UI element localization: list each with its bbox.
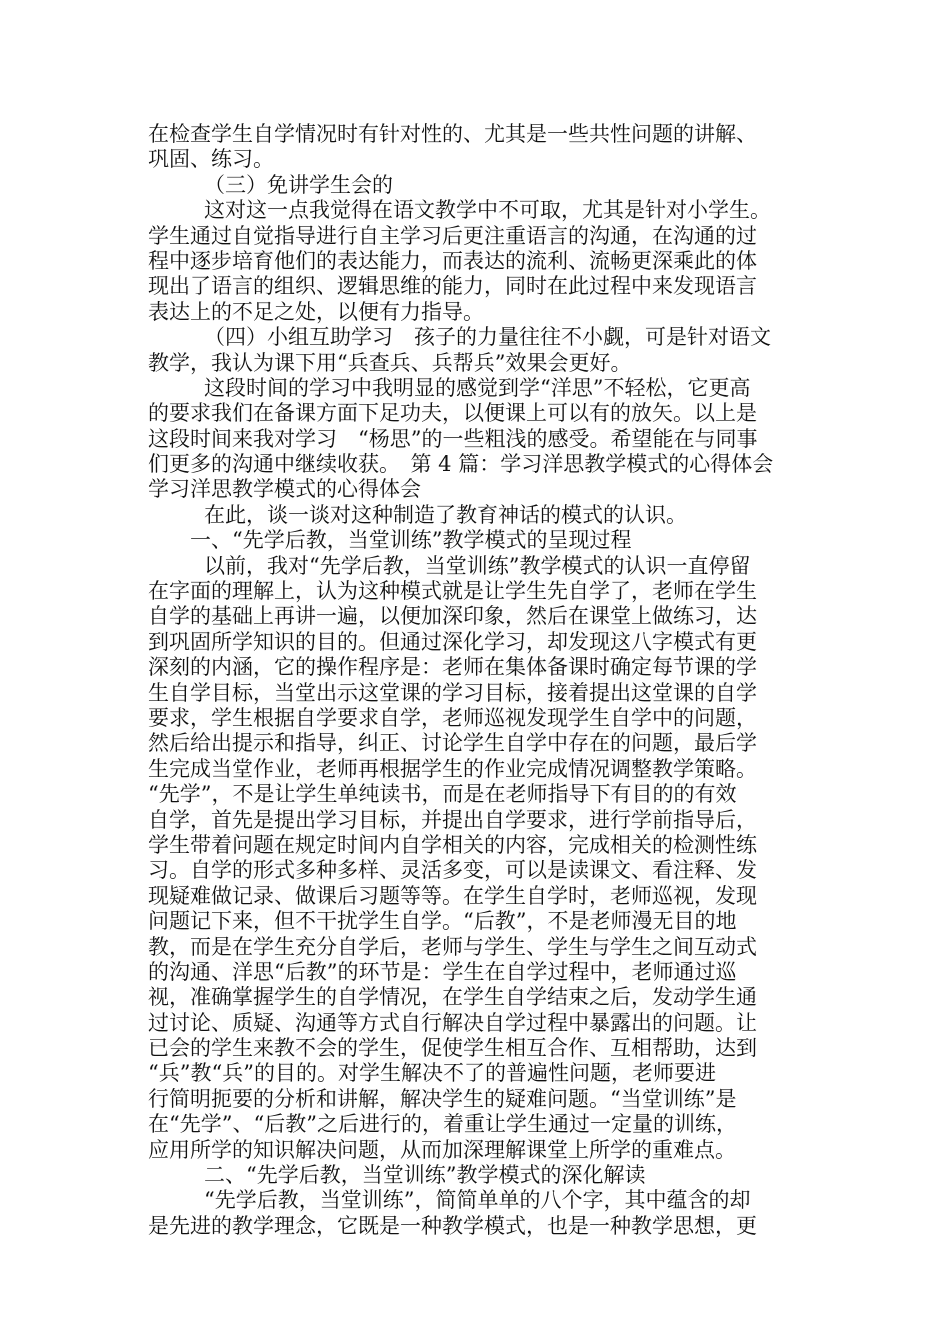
text-line: 二、“先学后教，当堂训练”教学模式的深化解读 [204,1163,646,1188]
text-line: （四）小组互助学习 孩子的力量往往不小觑，可是针对语文 [204,325,771,350]
text-line: 已会的学生来教不会的学生，促使学生相互合作、互相帮助，达到 [148,1036,757,1061]
text-line: 在“先学”、“后教”之后进行的，着重让学生通过一定量的训练， [148,1112,737,1137]
text-line: 到巩固所学知识的目的。但通过深化学习，却发现这八字模式有更 [148,629,757,654]
text-line: 这段时间来我对学习 “杨思”的一些粗浅的感受。希望能在与同事 [148,426,758,451]
text-line: 在字面的理解上，认为这种模式就是让学生先自学了，老师在学生 [148,579,757,604]
text-line: “先学”，不是让学生单纯读书，而是在老师指导下有目的的有效 [148,782,737,807]
text-line: 问题记下来，但不干扰学生自学。“后教”，不是老师漫无目的地 [148,909,737,934]
text-line: 的沟通、洋思“后教”的环节是：学生在自学过程中，老师通过巡 [148,959,737,984]
text-line: 以前，我对“先学后教，当堂训练”教学模式的认识一直停留 [204,553,751,578]
text-line: 习。自学的形式多种多样、灵活多变，可以是读课文、看注释、发 [148,858,757,883]
text-line: 学生通过自觉指导进行自主学习后更注重语言的沟通，在沟通的过 [148,223,757,248]
text-line: 学习洋思教学模式的心得体会 [148,477,421,502]
text-line: 教学，我认为课下用“兵查兵、兵帮兵”效果会更好。 [148,350,632,375]
text-line: 巩固、练习。 [148,147,274,172]
text-line: 一、“先学后教，当堂训练”教学模式的呈现过程 [190,528,632,553]
text-line: 自学，首先是提出学习目标，并提出自学要求，进行学前指导后， [148,807,757,832]
text-line: 在检查学生自学情况时有针对性的、尤其是一些共性问题的讲解、 [148,122,757,146]
body-text [148,122,828,1239]
text-line: 这段时间的学习中我明显的感觉到学“洋思”不轻松，它更高 [204,375,751,400]
text-line: “先学后教，当堂训练”，简简单单的八个字，其中蕴含的却 [204,1188,751,1213]
text-line: 在此，谈一谈对这种制造了教育神话的模式的认识。 [204,502,687,527]
text-line: 要求，学生根据自学要求自学，老师巡视发现学生自学中的问题， [148,705,757,730]
text-line: 这对这一点我觉得在语文教学中不可取，尤其是针对小学生。 [204,198,771,223]
text-line: 现疑难做记录、做课后习题等等。在学生自学时，老师巡视，发现 [148,883,757,908]
text-line: 程中逐步培育他们的表达能力，而表达的流利、流畅更深乘此的体 [148,248,757,273]
text-line: （三）免讲学生会的 [204,172,393,197]
text-line: 是先进的教学理念，它既是一种教学模式，也是一种教学思想，更 [148,1213,757,1238]
text-line: 学生带着问题在规定时间内自学相关的内容，完成相关的检测性练 [148,832,757,857]
text-line: 深刻的内涵，它的操作程序是：老师在集体备课时确定每节课的学 [148,655,757,680]
text-line: 教，而是在学生充分自学后，老师与学生、学生与学生之间互动式 [148,934,757,959]
text-line: 们更多的沟通中继续收获。 第 4 篇：学习洋思教学模式的心得体会 [148,452,774,477]
text-line: 的要求我们在备课方面下足功夫，以便课上可以有的放矢。以上是 [148,401,757,426]
text-line: 自学的基础上再讲一遍，以便加深印象，然后在课堂上做练习，达 [148,604,757,629]
text-line: 现出了语言的组织、逻辑思维的能力，同时在此过程中来发现语言 [148,274,757,299]
text-line: 视，准确掌握学生的自学情况，在学生自学结束之后，发动学生通 [148,985,757,1010]
text-line: 生自学目标，当堂出示这堂课的学习目标，接着提出这堂课的自学 [148,680,757,705]
text-line: “兵”教“兵”的目的。对学生解决不了的普遍性问题，老师要进 [148,1061,716,1086]
text-line: 表达上的不足之处，以便有力指导。 [148,299,484,324]
text-line: 然后给出提示和指导，纠正、讨论学生自学中存在的问题，最后学 [148,731,757,756]
text-line: 过讨论、质疑、沟通等方式自行解决自学过程中暴露出的问题。让 [148,1010,757,1035]
text-line: 行简明扼要的分析和讲解，解决学生的疑难问题。“当堂训练”是 [148,1086,737,1111]
text-line: 生完成当堂作业，老师再根据学生的作业完成情况调整教学策略。 [148,756,757,781]
text-line: 应用所学的知识解决问题，从而加深理解课堂上所学的重难点。 [148,1137,736,1162]
